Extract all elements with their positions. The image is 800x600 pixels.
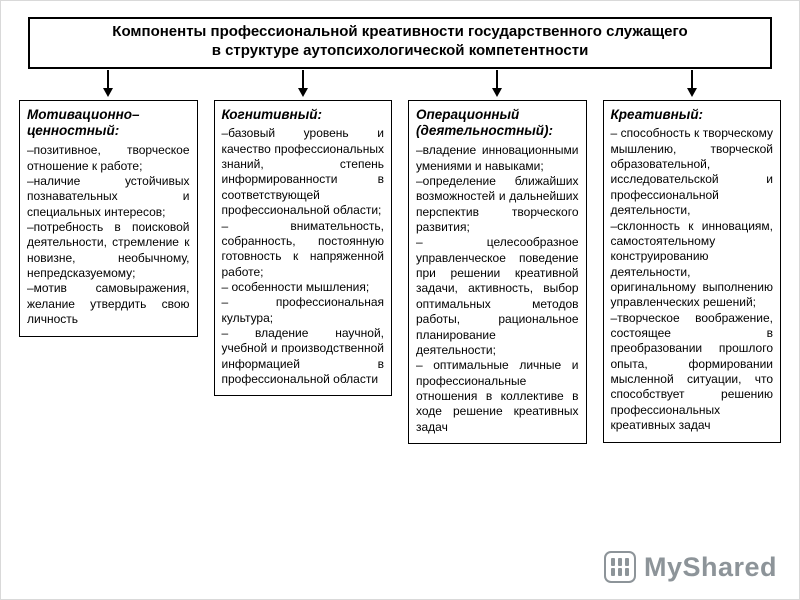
box-cognitive	[214, 100, 393, 397]
diagram-title-box	[28, 17, 772, 69]
connector-arrow-icon	[103, 70, 113, 97]
arrow-cell-3	[408, 70, 587, 100]
box-heading: Операционный (деятельностный):	[416, 106, 554, 139]
box-item: – оптимальные личные и профессиональные отношения в коллективе в ходе решение креативных задач	[416, 358, 579, 434]
box-item: – способность к творческому мышлению, творческой образовательной, исследовательской и профессиональной деятельности,	[610, 126, 773, 218]
myshared-logo-text: MyShared	[643, 551, 777, 582]
connector-arrow-icon	[298, 70, 308, 97]
box-item: –потребность в поисковой деятельности, стремление к новизне, необычному, непредсказуемому;	[27, 220, 190, 281]
box-heading: Мотивационно–ценностный:	[27, 106, 140, 139]
box-item: – внимательность, собранность, постоянную готовность к напряженной работе;	[221, 218, 384, 279]
box-item: –базовый уровень и качество профессиональных знаний, степень информированности в соответствующей профессиональной области;	[221, 126, 384, 218]
connector-arrow-icon	[492, 70, 502, 97]
arrow-cell-2	[214, 70, 393, 100]
box-item: –склонность к инновациям, самостоятельному конструированию деятельности, оригинальному выполнению управленческих решений;	[610, 218, 773, 310]
connector-arrow-icon	[687, 70, 697, 97]
box-item: –определение ближайших возможностей и дальнейших перспектив творческого развития;	[416, 173, 579, 235]
box-creative	[603, 100, 782, 443]
columns-row	[1, 100, 799, 445]
box-motivational-value	[19, 100, 198, 337]
box-item: –наличие устойчивых познавательных и специальных интересов;	[27, 173, 190, 219]
diagram-title-line2: в структуре аутопсихологической компетентности	[211, 41, 589, 59]
box-item: – владение научной, учебной и производственной информацией в профессиональной области	[221, 326, 384, 387]
myshared-logo	[604, 551, 777, 583]
box-item: – особенности мышления;	[221, 279, 370, 294]
grid-icon	[604, 551, 636, 583]
diagram-title-line1: Компоненты профессиональной креативности государственного служащего	[112, 23, 688, 40]
arrow-cell-1	[19, 70, 198, 100]
arrow-cell-4	[603, 70, 782, 100]
box-item: –позитивное, творческое отношение к работе;	[27, 143, 190, 173]
box-item: – целесообразное управленческое поведение при решении креативной задачи, активность, выбор оптимальных методов работы, рациональное планирование деятельности;	[416, 235, 579, 357]
box-heading: Креативный:	[610, 106, 704, 122]
box-operational	[408, 100, 587, 445]
arrows-row	[1, 70, 799, 100]
box-item: –творческое воображение, состоящее в преобразовании прошлого опыта, формировании мысленной ситуации, что способствует решению профессиональных креативных задач	[610, 310, 773, 433]
box-item: –владение инновационными умениями и навыками;	[416, 143, 579, 173]
box-item: – профессиональная культура;	[221, 295, 384, 325]
box-heading: Когнитивный:	[221, 106, 322, 122]
box-item: –мотив самовыражения, желание утвердить свою личность	[27, 281, 190, 327]
